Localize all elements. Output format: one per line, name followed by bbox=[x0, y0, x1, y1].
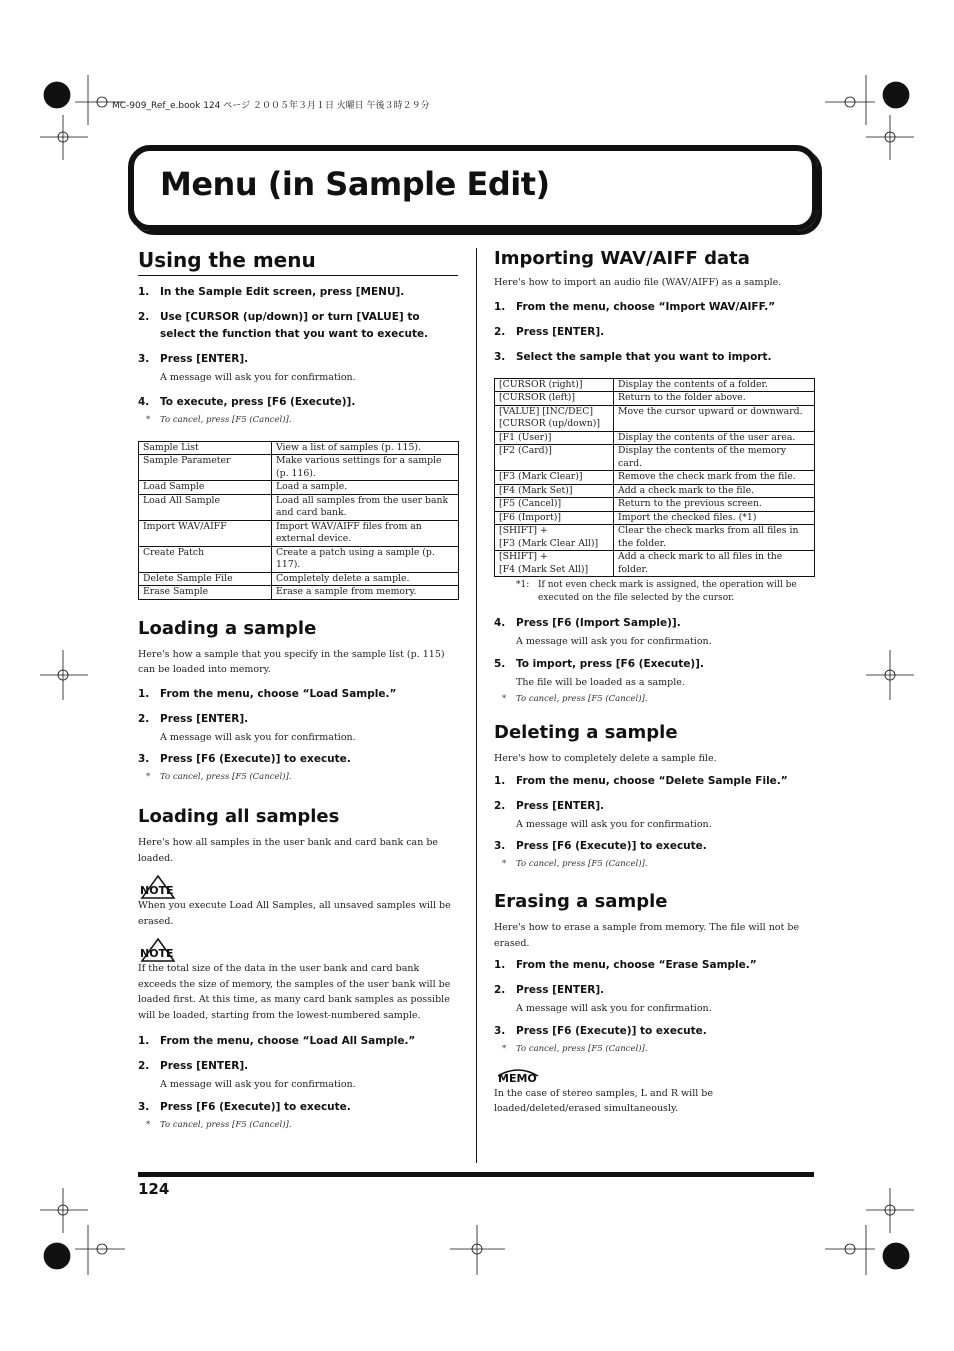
step: 3. Press [ENTER]. bbox=[138, 353, 249, 365]
table-cell-key: [CURSOR (right)] bbox=[495, 378, 614, 392]
step: 2. Press [ENTER]. bbox=[138, 1060, 249, 1072]
page-title: Menu (in Sample Edit) bbox=[160, 165, 550, 203]
step: 2. Press [ENTER]. bbox=[494, 325, 605, 338]
step: 1. From the menu, choose “Delete Sample File.” bbox=[494, 774, 788, 787]
heading-erasing: Erasing a sample bbox=[494, 891, 668, 912]
table-cell-desc: Completely delete a sample. bbox=[272, 572, 459, 586]
table-cell-key: [F6 (Import)] bbox=[495, 511, 614, 525]
table-row bbox=[495, 511, 815, 525]
intro-text: Here's how to completely delete a sample file. bbox=[494, 753, 717, 764]
note-text: When you execute Load All Samples, all unsaved samples will be erased. bbox=[138, 900, 451, 927]
step-note: A message will ask you for confirmation. bbox=[160, 372, 356, 383]
heading-loading-sample: Loading a sample bbox=[138, 617, 317, 639]
left-column bbox=[138, 248, 458, 1130]
table-cell-desc: Load a sample. bbox=[272, 481, 459, 495]
table-cell-desc: Add a check mark to all files in the folder. bbox=[614, 551, 815, 577]
table-cell-desc: Display the contents of a folder. bbox=[614, 378, 815, 392]
table-cell-key: [CURSOR (left)] bbox=[495, 392, 614, 406]
cancel-note: * To cancel, press [F5 (Cancel)]. bbox=[502, 859, 648, 869]
table-cell-key: [VALUE] [INC/DEC] [CURSOR (up/down)] bbox=[495, 405, 614, 431]
table-row bbox=[495, 378, 815, 392]
table-cell-desc: Add a check mark to the file. bbox=[614, 484, 815, 498]
table-cell-key: [SHIFT] + [F3 (Mark Clear All)] bbox=[495, 525, 614, 551]
note-label: NOTE bbox=[140, 884, 174, 897]
step: 1. From the menu, choose “Import WAV/AIFF.” bbox=[494, 300, 776, 313]
step-note: A message will ask you for confirmation. bbox=[516, 1003, 712, 1014]
table-row bbox=[495, 484, 815, 498]
cancel-note: * To cancel, press [F5 (Cancel)]. bbox=[502, 694, 648, 704]
step: 3. Press [F6 (Execute)] to execute. bbox=[494, 1024, 707, 1037]
memo-text: In the case of stereo samples, L and R will be loaded/deleted/erased simultaneously. bbox=[494, 1087, 714, 1114]
step: 1. In the Sample Edit screen, press [MENU]. bbox=[138, 286, 405, 298]
table-row bbox=[495, 405, 815, 431]
table-cell-desc: Import WAV/AIFF files from an external device. bbox=[272, 520, 459, 546]
table-cell-key: Load Sample bbox=[139, 481, 272, 495]
table-cell-desc: View a list of samples (p. 115). bbox=[272, 441, 459, 455]
section-importing bbox=[494, 248, 814, 704]
step: 4. Press [F6 (Import Sample)]. bbox=[494, 617, 681, 629]
step-note: A message will ask you for confirmation. bbox=[160, 1079, 356, 1090]
table-row bbox=[495, 551, 815, 577]
cancel-note: * To cancel, press [F5 (Cancel)]. bbox=[146, 1119, 292, 1130]
note-text: If the total size of the data in the user bank and card bank exceeds the size of memory, the samples of the user bank will be loaded first. At this time, as many card bank samples as possible will be loaded, starting from the lowest-numbered sample. bbox=[138, 963, 451, 1021]
file-info-header: MC-909_Ref_e.book 124 ページ ２００５年３月１日 火曜日 午後３時２９分 bbox=[112, 101, 430, 111]
intro-text: Here's how to import an audio file (WAV/AIFF) as a sample. bbox=[494, 277, 782, 288]
table-row bbox=[139, 546, 459, 572]
step: 3. Select the sample that you want to import. bbox=[494, 350, 772, 363]
step: 5. To import, press [F6 (Execute)]. bbox=[494, 657, 704, 670]
memo-label: MEMO bbox=[498, 1071, 537, 1085]
table-cell-desc: Return to the previous screen. bbox=[614, 498, 815, 512]
table-cell-key: Sample Parameter bbox=[139, 455, 272, 481]
table-row bbox=[139, 586, 459, 600]
table-row bbox=[139, 494, 459, 520]
heading-deleting: Deleting a sample bbox=[494, 722, 678, 743]
step: 2. Press [ENTER]. bbox=[138, 712, 249, 725]
section-loading-all bbox=[138, 806, 458, 1130]
heading-importing: Importing WAV/AIFF data bbox=[494, 248, 750, 269]
step: 1. From the menu, choose “Load All Sample.” bbox=[138, 1035, 416, 1047]
table-cell-desc: Erase a sample from memory. bbox=[272, 586, 459, 600]
memo-icon bbox=[494, 1072, 537, 1085]
step: 3. Press [F6 (Execute)] to execute. bbox=[138, 753, 351, 765]
table-cell-key: [F1 (User)] bbox=[495, 431, 614, 445]
step: 2. Press [ENTER]. bbox=[494, 799, 605, 812]
table-cell-desc: Return to the folder above. bbox=[614, 392, 815, 406]
note-icon bbox=[138, 937, 176, 960]
step-note: A message will ask you for confirmation. bbox=[516, 818, 712, 830]
note-label: NOTE bbox=[140, 947, 174, 960]
menu-function-table bbox=[138, 441, 459, 600]
table-cell-key: Erase Sample bbox=[139, 586, 272, 600]
page-number: 124 bbox=[138, 1180, 170, 1198]
table-cell-desc: Move the cursor upward or downward. bbox=[614, 405, 815, 431]
table-cell-key: Load All Sample bbox=[139, 494, 272, 520]
step-note: A message will ask you for confirmation. bbox=[516, 636, 712, 647]
table-cell-desc: Create a patch using a sample (p. 117). bbox=[272, 546, 459, 572]
step: 4. To execute, press [F6 (Execute)]. bbox=[138, 395, 356, 408]
table-row bbox=[495, 498, 815, 512]
step-note: A message will ask you for confirmation. bbox=[160, 731, 356, 743]
intro-text: Here's how to erase a sample from memory. The file will not be erased. bbox=[494, 922, 800, 949]
table-row bbox=[495, 471, 815, 485]
table-row bbox=[139, 520, 459, 546]
table-row bbox=[139, 572, 459, 586]
table-cell-desc: Load all samples from the user bank and card bank. bbox=[272, 494, 459, 520]
section-using-menu bbox=[138, 248, 458, 600]
table-cell-desc: Import the checked files. (*1) bbox=[614, 511, 815, 525]
table-row bbox=[495, 525, 815, 551]
section-loading-sample bbox=[138, 618, 458, 783]
table-cell-desc: Display the contents of the memory card. bbox=[614, 445, 815, 471]
table-cell-key: [F2 (Card)] bbox=[495, 445, 614, 471]
table-row bbox=[139, 455, 459, 481]
step: 3. Press [F6 (Execute)] to execute. bbox=[494, 840, 707, 852]
table-cell-key: Import WAV/AIFF bbox=[139, 520, 272, 546]
heading-loading-all: Loading all samples bbox=[138, 806, 340, 827]
heading-using-menu: Using the menu bbox=[138, 248, 458, 276]
table-cell-key: [F3 (Mark Clear)] bbox=[495, 471, 614, 485]
table-row bbox=[495, 431, 815, 445]
note-icon bbox=[138, 874, 176, 897]
step: 2. Use [CURSOR (up/down)] or turn [VALUE] to select the function that you want to execute. bbox=[138, 311, 429, 340]
table-cell-key: Create Patch bbox=[139, 546, 272, 572]
table-cell-desc: Clear the check marks from all files in the folder. bbox=[614, 525, 815, 551]
right-column bbox=[494, 248, 814, 1117]
cancel-note: * To cancel, press [F5 (Cancel)]. bbox=[146, 772, 292, 782]
section-deleting bbox=[494, 722, 814, 869]
step: 1. From the menu, choose “Load Sample.” bbox=[138, 687, 397, 700]
column-divider bbox=[476, 248, 477, 1163]
table-cell-desc: Remove the check mark from the file. bbox=[614, 471, 815, 485]
table-cell-key: Sample List bbox=[139, 441, 272, 455]
section-erasing bbox=[494, 891, 814, 1117]
intro-text: Here's how a sample that you specify in the sample list (p. 115) can be loaded into memory. bbox=[138, 648, 445, 675]
table-row bbox=[139, 481, 459, 495]
table-cell-key: [SHIFT] + [F4 (Mark Set All)] bbox=[495, 551, 614, 577]
title-box bbox=[128, 145, 818, 231]
intro-text: Here's how all samples in the user bank and card bank can be loaded. bbox=[138, 837, 439, 864]
table-row bbox=[139, 441, 459, 455]
table-cell-key: [F4 (Mark Set)] bbox=[495, 484, 614, 498]
table-cell-key: Delete Sample File bbox=[139, 572, 272, 586]
step: 1. From the menu, choose “Erase Sample.” bbox=[494, 959, 757, 971]
table-row bbox=[495, 392, 815, 406]
import-keys-table bbox=[494, 378, 815, 578]
table-cell-desc: Display the contents of the user area. bbox=[614, 431, 815, 445]
cancel-note: * To cancel, press [F5 (Cancel)]. bbox=[146, 414, 292, 425]
cancel-note: * To cancel, press [F5 (Cancel)]. bbox=[502, 1043, 648, 1054]
table-cell-desc: Make various settings for a sample (p. 116). bbox=[272, 455, 459, 481]
footer-rule bbox=[138, 1172, 814, 1177]
step-note: The file will be loaded as a sample. bbox=[516, 676, 685, 688]
step: 3. Press [F6 (Execute)] to execute. bbox=[138, 1100, 351, 1113]
table-cell-key: [F5 (Cancel)] bbox=[495, 498, 614, 512]
table-row bbox=[495, 445, 815, 471]
step: 2. Press [ENTER]. bbox=[494, 984, 605, 996]
footnote: *1: If not even check mark is assigned, the operation will be executed on the file selected by the cursor. bbox=[516, 580, 797, 603]
